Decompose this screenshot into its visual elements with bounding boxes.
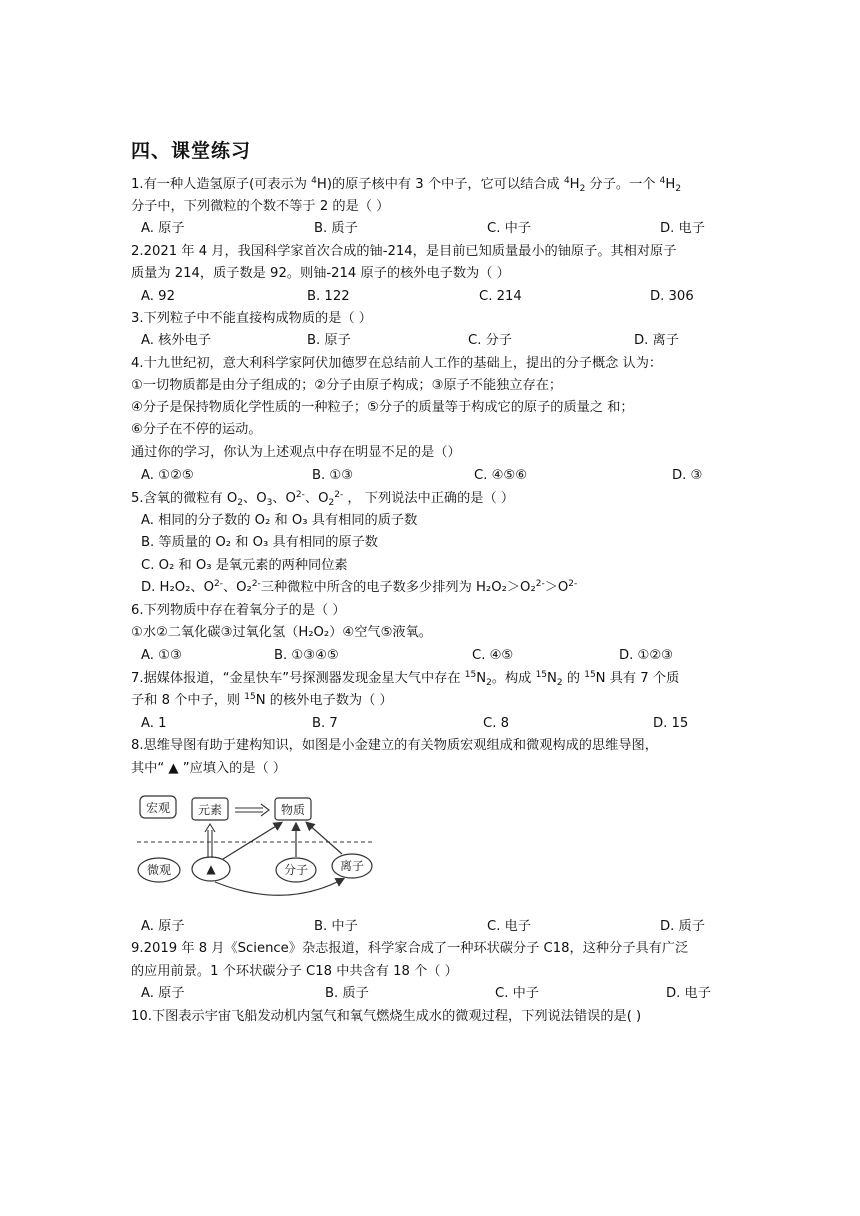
q4-option-c: C. ④⑤⑥: [474, 468, 528, 483]
q7-line1: [131, 669, 679, 689]
q4-line5: 通过你的学习，你认为上述观点中存在明显不足的是（）: [131, 445, 461, 460]
q4-line3: ④分子是保持物质化学性质的一种粒子；⑤分子的质量等于构成它的原子的质量之 和；: [131, 400, 634, 415]
q1-sup2: 4: [563, 176, 570, 186]
q1-text-d: 分子。一个: [585, 177, 660, 192]
q7-text-d: N: [547, 671, 557, 686]
q7-sup3: 15: [584, 670, 596, 680]
q7-text-c: 。构成: [491, 671, 536, 686]
q1-sup1: 4: [311, 176, 317, 186]
q3-option-c: C. 分子: [468, 333, 512, 348]
mind-map-diagram: [135, 790, 380, 902]
q8-line1: 8.思维导图有助于建构知识，如图是小金建立的有关物质宏观组成和微观构成的思维导图，: [131, 738, 658, 753]
q5-sub1: 2: [237, 498, 244, 508]
q1-line1: [131, 175, 681, 195]
q1-option-c: C. 中子: [487, 221, 531, 236]
q2-option-c: C. 214: [479, 289, 522, 304]
q9-option-c: C. 中子: [495, 986, 539, 1001]
q7-sub1: 2: [486, 678, 492, 688]
molecule-label: 分子: [283, 863, 309, 877]
q1-text-c: H: [569, 177, 580, 192]
q3-option-b: B. 原子: [307, 333, 351, 348]
q7-line2-text-a: 子和 8 个中子，则: [131, 693, 245, 708]
q4-line4: ⑥分子在不停的运动。: [131, 422, 262, 437]
q7-line2-sup: 15: [244, 692, 256, 702]
ion-to-substance-arrow: [307, 823, 342, 854]
q8-option-a: A. 原子: [141, 919, 185, 934]
q5-option-d: [141, 578, 577, 598]
q5-sup2: 2-: [334, 490, 344, 500]
q1-option-b: B. 质子: [314, 221, 358, 236]
q5-d-sup4: 2-: [568, 579, 578, 589]
q2-option-a: A. 92: [141, 289, 175, 304]
q8-option-b: B. 中子: [314, 919, 358, 934]
q5-d-text-b: 、O₂: [222, 580, 252, 595]
q7-line2: [131, 691, 393, 711]
q4-option-d: D. ③: [672, 468, 703, 483]
q5-d-sup2: 2-: [251, 579, 261, 589]
unknown-node-triangle: ▲: [206, 862, 216, 876]
q7-text-b: N: [476, 671, 487, 686]
ion-label: 离子: [339, 859, 365, 873]
q5-sub2: 3: [266, 498, 273, 508]
q7-sub2: 2: [556, 678, 563, 688]
q7-option-a: A. 1: [141, 716, 167, 731]
element-label: 元素: [197, 803, 223, 817]
q9-option-a: A. 原子: [141, 986, 185, 1001]
q1-text-e: H: [665, 177, 676, 192]
macro-label: 宏观: [145, 801, 171, 815]
q6-option-c: C. ④⑤: [472, 648, 514, 663]
q4-option-a: A. ①②⑤: [141, 468, 194, 483]
micro-label: 微观: [146, 863, 172, 877]
q6-option-d: D. ①②③: [619, 648, 674, 663]
q6-option-b: B. ①③④⑤: [274, 648, 339, 663]
q5-text-b: 、O: [243, 491, 267, 506]
q7-sup2: 15: [535, 670, 548, 680]
q1-option-d: D. 电子: [660, 221, 705, 236]
q5-d-text-a: D. H₂O₂、O: [141, 580, 214, 595]
q1-text-a: 1.有一种人造氢原子(可表示为: [131, 177, 312, 192]
q9-line2: 的应用前景。1 个环状碳分子 C18 中共含有 18 个（ ）: [131, 964, 458, 979]
q6-line1: 6.下列物质中存在着氧分子的是（ ）: [131, 603, 346, 618]
q5-text-e: ， 下列说法中正确的是（ ）: [343, 491, 515, 506]
q7-sup1: 15: [464, 670, 477, 680]
q9-option-b: B. 质子: [325, 986, 369, 1001]
q6-line2: ①水②二氧化碳③过氧化氢（H₂O₂）④空气⑤液氧。: [131, 625, 432, 640]
q5-d-sup1: 2-: [213, 579, 223, 589]
q2-option-b: B. 122: [307, 289, 350, 304]
q9-option-d: D. 电子: [666, 986, 711, 1001]
q5-option-c: C. O₂ 和 O₃ 是氧元素的两种同位素: [141, 558, 348, 573]
q8-line2: 其中“ ▲ ”应填入的是（ ）: [131, 761, 287, 776]
triangle-to-substance-arrow: [223, 823, 281, 859]
q5-line1: [131, 489, 514, 509]
q4-option-b: B. ①③: [312, 468, 354, 483]
q9-line1: 9.2019 年 8 月《Science》杂志报道，科学家合成了一种环状碳分子 C18，这种分子具有广泛: [131, 941, 689, 956]
q1-sub1: 2: [579, 184, 586, 194]
q1-line2: 分子中，下列微粒的个数不等于 2 的是（ ）: [131, 199, 390, 214]
q7-text-e: 的: [562, 671, 585, 686]
q3-option-d: D. 离子: [634, 333, 679, 348]
q1-sub2: 2: [675, 184, 682, 194]
q3-option-a: A. 核外电子: [141, 333, 211, 348]
q10-line1: 10.下图表示宇宙飞船发动机内氢气和氧气燃烧生成水的微观过程，下列说法错误的是( ): [131, 1009, 642, 1024]
q1-sup3: 4: [659, 176, 666, 186]
q7-option-d: D. 15: [653, 716, 689, 731]
q2-line1: 2.2021 年 4 月，我国科学家首次合成的铀-214，是目前已知质量最小的铀原子。其相对原子: [131, 244, 677, 259]
q4-line1: 4.十九世纪初，意大利科学家阿伏加德罗在总结前人工作的基础上，提出的分子概念 认为：: [131, 356, 663, 371]
q5-d-text-c: 三种微粒中所含的电子数多少排列为 H₂O₂＞O₂: [260, 580, 536, 595]
q4-line2: ①一切物质都是由分子组成的；②分子由原子构成；③原子不能独立存在；: [131, 378, 563, 393]
q7-text-a: 7.据媒体报道，“金星快车”号探测器发现金星大气中存在: [131, 671, 465, 686]
q1-text-b: H)的原子核中有 3 个中子，它可以结合成: [316, 177, 564, 192]
q7-option-c: C. 8: [483, 716, 509, 731]
q7-text-f: N 具有 7 个质: [595, 671, 680, 686]
element-to-substance-arrow: [235, 804, 269, 816]
q1-option-a: A. 原子: [141, 221, 185, 236]
q8-option-d: D. 质子: [660, 919, 705, 934]
q5-option-a: A. 相同的分子数的 O₂ 和 O₃ 具有相同的质子数: [141, 513, 418, 528]
q6-option-a: A. ①③: [141, 648, 182, 663]
triangle-to-ion-arrow: [215, 879, 343, 895]
q3-line1: 3.下列粒子中不能直接构成物质的是（ ）: [131, 311, 372, 326]
q7-option-b: B. 7: [312, 716, 338, 731]
section-title: 四、课堂练习: [131, 140, 252, 162]
q8-option-c: C. 电子: [487, 919, 531, 934]
q5-option-b: B. 等质量的 O₂ 和 O₃ 具有相同的原子数: [141, 535, 378, 550]
q7-line2-text-b: N 的核外电子数为（ ）: [255, 693, 393, 708]
q5-d-sup3: 2-: [535, 579, 545, 589]
q5-sup1: 2-: [295, 490, 305, 500]
q5-text-a: 5.含氧的微粒有 O: [131, 491, 238, 506]
triangle-to-element-arrow: [205, 824, 215, 858]
q5-text-d: 、O: [304, 491, 329, 506]
q5-sub3: 2: [328, 498, 335, 508]
q5-d-text-d: ＞O: [544, 580, 569, 595]
q5-text-c: 、O: [272, 491, 296, 506]
q2-option-d: D. 306: [650, 289, 694, 304]
substance-label: 物质: [280, 803, 306, 817]
q2-line2: 质量为 214，质子数是 92。则铀-214 原子的核外电子数为（ ）: [131, 266, 510, 281]
